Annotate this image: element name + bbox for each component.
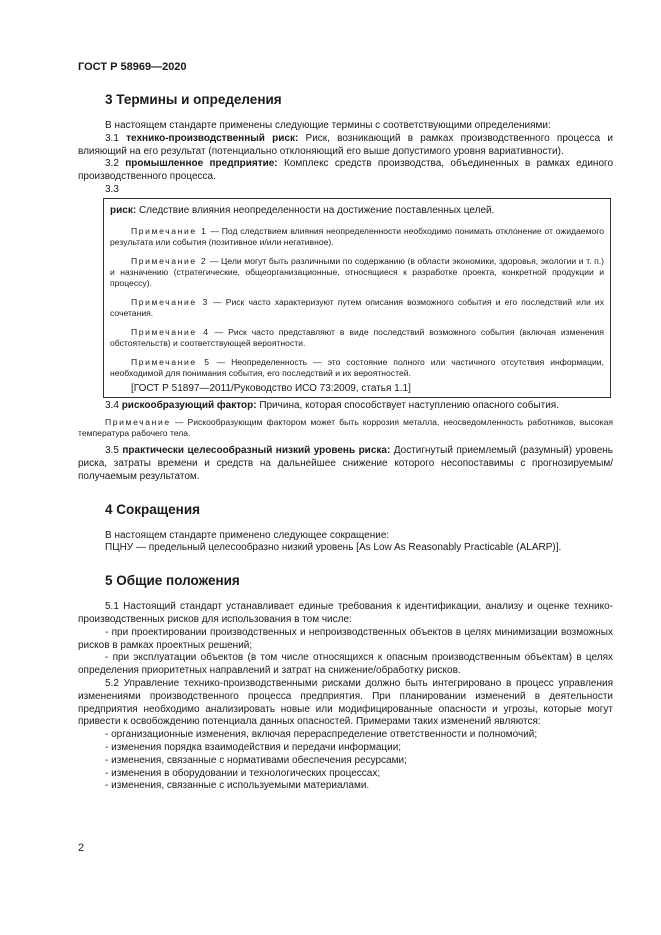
list-item: - изменения, связанные с используемыми материалами. [105, 780, 370, 792]
abbreviation-pcnu: ПЦНУ — предельный целесообразно низкий уровень [As Low As Reasonably Practicable (ALARP)]. [105, 542, 562, 554]
note-2: Примечание 2 — Цели могут быть различными по содержанию (в области экономики, здоровья, экологии и т. п.) и назначению (стратегические, общеорганизационные, относящиеся к разработке проекта, конкретной продукции и процессу). [110, 255, 604, 288]
risk-definition: риск: Следствие влияния неопределенности на достижение поставленных целей. [110, 204, 495, 216]
section-4-title: 4 Сокращения [105, 501, 200, 517]
note-3: Примечание 3 — Риск часто характеризуют путем описания возможного события и его последствий или их сочетания. [110, 296, 605, 318]
section-3-title: 3 Термины и определения [105, 92, 282, 107]
term-3-4: 3.4 рискообразующий фактор: Причина, которая способствует наступлению опасного события. [105, 400, 559, 412]
definition-box-risk [103, 198, 611, 399]
term-3-1: 3.1 технико-производственный риск: Риск, возникающий в рамках производственного процесса и влияющий на его результат (потенциально отклоняющий его выше допустимого уровня вариативности). [78, 132, 614, 157]
page-number: 2 [78, 842, 85, 854]
section-4-intro: В настоящем стандарте применено следующее сокращение: [105, 529, 390, 541]
term-3-4-note: Примечание — Рискообразующим фактором может быть коррозия металла, неосведомленность работников, высокая температура рабочего тела. [78, 417, 614, 439]
list-item: - изменения порядка взаимодействия и передачи информации; [105, 741, 402, 753]
note-5: Примечание 5 — Неопределенность — это состояние полного или частичного отсутствия информации, необходимой для понимания события, его последствий и их вероятностей. [110, 356, 604, 378]
list-item: - организационные изменения, включая перераспределение ответственности и полномочий; [105, 729, 538, 741]
list-item: - изменения, связанные с нормативами обеспечения ресурсами; [105, 754, 407, 766]
term-3-5: 3.5 практически целесообразный низкий уровень риска: Достигнутый приемлемый (разумный) уровень риска, затраты времени и средств на дальнейшее снижение которого несопоставимы с прогнозируемым/получаемым результатом. [78, 445, 614, 482]
note-4: Примечание 4 — Риск часто представляют в виде последствий возможного события (включая изменения обстоятельств) и соответствующей вероятности. [110, 326, 605, 348]
document-body [78, 92, 613, 793]
paragraph-5-1: 5.1 Настоящий стандарт устанавливает единые требования к идентификации, анализу и оценке технико-производственных рисков для использования в том числе: [78, 601, 613, 625]
note-1: Примечание 1 — Под следствием влияния неопределенности необходимо понимать отклонение от ожидаемого результата или события (позитивное и/или негативное). [110, 225, 604, 247]
term-3-3-number: 3.3 [105, 183, 119, 195]
definition-source: [ГОСТ Р 51897—2011/Руководство ИСО 73:2009, статья 1.1] [131, 382, 411, 394]
section-3-intro: В настоящем стандарте применены следующие термины с соответствующими определениями: [105, 120, 551, 131]
paragraph-5-2: 5.2 Управление технико-производственными рисками должно быть интегрировано в процесс управления изменениями производственного процесса предприятия. При планировании изменений в деятельности предприятия необходимо анализировать новые или модифицированные опасности и угрозы, которые могут привести к освобождению потенциала данных опасностей. Примерами таких изменений являются: [78, 677, 613, 728]
paragraph-5-1-item-2: - при эксплуатации объектов (в том числе относящихся к опасным производственным объектам) в целях определения приоритетных направлений и затрат на снижение/обработку рисков. [78, 652, 613, 677]
document-header: ГОСТ Р 58969—2020 [78, 61, 187, 73]
section-5-title: 5 Общие положения [105, 573, 240, 589]
term-3-2: 3.2 промышленное предприятие: Комплекс средств производства, объединенных в рамках единого производственного процесса. [78, 158, 614, 183]
paragraph-5-1-item-1: - при проектировании производственных и непроизводственных объектов в целях минимизации возможных рисков в рамках проектных решений; [78, 626, 613, 651]
list-item: - изменения в оборудовании и технологических процессах; [105, 767, 381, 779]
